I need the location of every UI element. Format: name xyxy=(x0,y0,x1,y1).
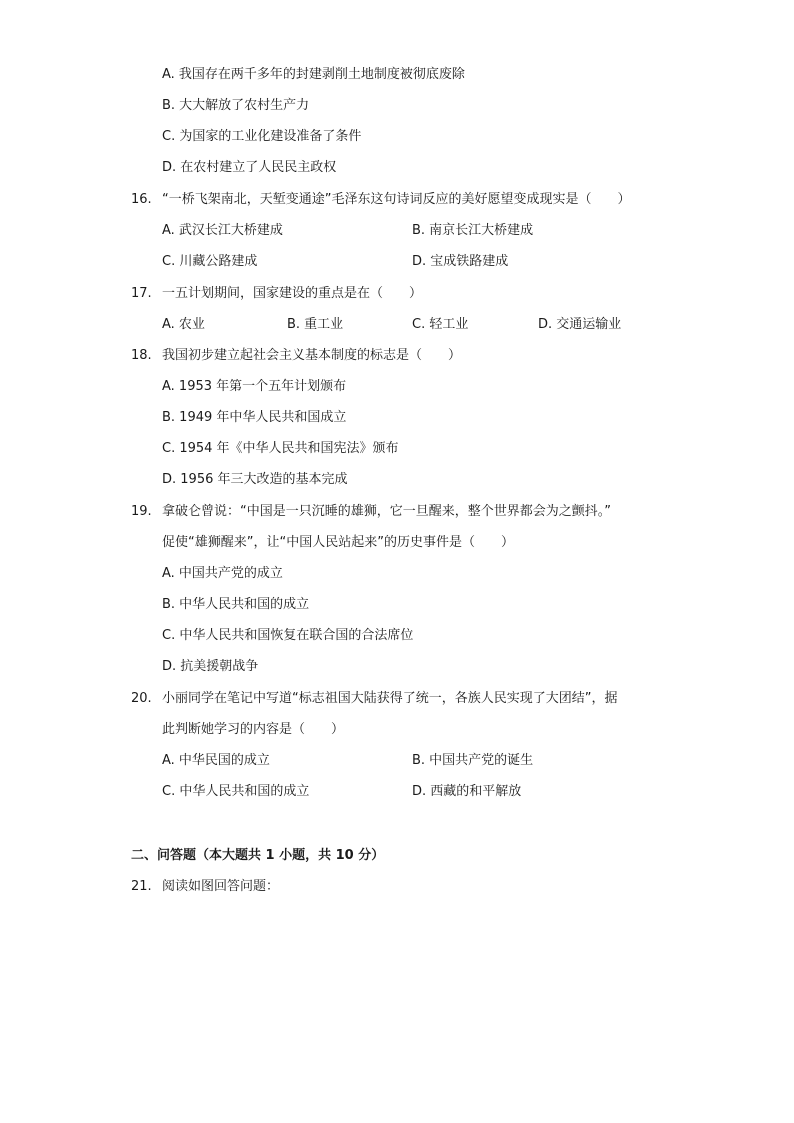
q19-option-a: A. 中国共产党的成立 xyxy=(162,566,283,581)
q19-text-line1: 拿破仑曾说：“中国是一只沉睡的雄狮，它一旦醒来，整个世界都会为之颤抖。” xyxy=(162,504,611,519)
q18-option-d: D. 1956 年三大改造的基本完成 xyxy=(162,472,348,487)
q19-option-d: D. 抗美援朝战争 xyxy=(162,659,259,674)
q20-text-line2: 此判断她学习的内容是（ ） xyxy=(162,722,345,737)
q18-text: 我国初步建立起社会主义基本制度的标志是（ ） xyxy=(162,348,462,363)
q21-number: 21. xyxy=(131,879,152,894)
q19-number: 19. xyxy=(131,504,152,519)
q19-option-c: C. 中华人民共和国恢复在联合国的合法席位 xyxy=(162,628,414,643)
q16-option-a: A. 武汉长江大桥建成 xyxy=(162,223,283,238)
section-heading: 二、问答题（本大题共 1 小题，共 10 分） xyxy=(131,848,385,863)
q20-option-b: B. 中国共产党的诞生 xyxy=(412,753,534,768)
q15-option-b: B. 大大解放了农村生产力 xyxy=(162,98,310,113)
q18-option-c: C. 1954 年《中华人民共和国宪法》颁布 xyxy=(162,441,399,456)
q15-option-d: D. 在农村建立了人民民主政权 xyxy=(162,160,337,175)
q16-number: 16. xyxy=(131,192,152,207)
q16-option-b: B. 南京长江大桥建成 xyxy=(412,223,534,238)
q19-text-line2: 促使“雄狮醒来”，让“中国人民站起来”的历史事件是（ ） xyxy=(162,535,514,550)
q18-number: 18. xyxy=(131,348,152,363)
q17-option-d: D. 交通运输业 xyxy=(538,317,622,332)
q21-text: 阅读如图回答问题： xyxy=(162,879,280,894)
q18-option-b: B. 1949 年中华人民共和国成立 xyxy=(162,410,347,425)
q20-number: 20. xyxy=(131,691,152,706)
q17-text: 一五计划期间，国家建设的重点是在（ ） xyxy=(162,286,423,301)
q17-number: 17. xyxy=(131,286,152,301)
q17-option-c: C. 轻工业 xyxy=(412,317,469,332)
q17-option-a: A. 农业 xyxy=(162,317,205,332)
q16-option-d: D. 宝成铁路建成 xyxy=(412,254,509,269)
q20-option-d: D. 西藏的和平解放 xyxy=(412,784,522,799)
q18-option-a: A. 1953 年第一个五年计划颁布 xyxy=(162,379,347,394)
q19-option-b: B. 中华人民共和国的成立 xyxy=(162,597,310,612)
q16-text: “一桥飞架南北，天堑变通途”毛泽东这句诗词反应的美好愿望变成现实是（ ） xyxy=(162,192,631,207)
q20-option-c: C. 中华人民共和国的成立 xyxy=(162,784,310,799)
q17-option-b: B. 重工业 xyxy=(287,317,344,332)
q20-text-line1: 小丽同学在笔记中写道“标志祖国大陆获得了统一，各族人民实现了大团结”，据 xyxy=(162,691,618,706)
q15-option-c: C. 为国家的工业化建设准备了条件 xyxy=(162,129,362,144)
q16-option-c: C. 川藏公路建成 xyxy=(162,254,258,269)
q15-option-a: A. 我国存在两千多年的封建剥削土地制度被彻底废除 xyxy=(162,67,465,82)
q20-option-a: A. 中华民国的成立 xyxy=(162,753,270,768)
